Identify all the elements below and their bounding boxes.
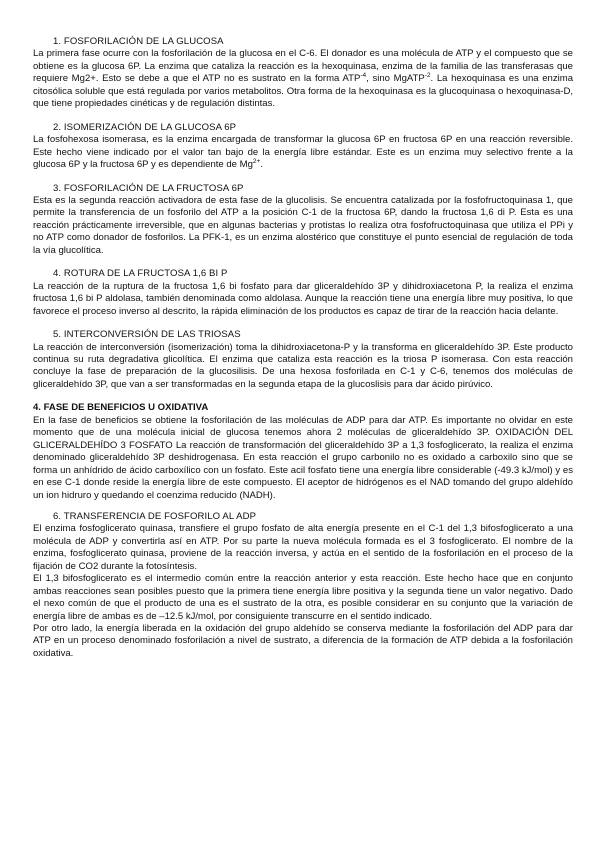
section-triose-interconversion [33, 329, 573, 391]
section-body: En la fase de beneficios se obtiene la fosforilación de las moléculas de ADP para dar ATP. Es importante no olvidar en este momento que de una molécula inicial de glucosa tenemos ahora 2 moléculas de gliceraldehído 3P. OXIDACIÓN DEL GLICERALDEHÍDO 3 FOSFATO La reacción de transformación del gliceraldehído 3P a 1,3 fosfoglicerato, la realiza el enzima denominado gliceraldehído 3P deshidrogenasa. En esta reacción el grupo carbonilo no es oxidado a carboxilo sino que se forma un anhídrido de ácido carboxílico con un fosfato. Este acil fosfato tiene una energía libre considerable (-49.3 kJ/mol) y es en ese C-1 donde reside la energía libre de este compuesto. El aceptor de hidrógenos es el NAD tomando del grupo aldehído un ion hidruro y quedando el coenzima reducido (NADH). [33, 414, 573, 501]
section-body: Esta es la segunda reacción activadora de esta fase de la glucolisis. Se encuentra catalizada por la fosfofructoquinasa 1, que permite la transferencia de un fosforilo del ATP a la posición C-1 de la fructosa 6P, dando la fructosa 1,6 di P. Esta es una reacción prácticamente irreversible, que en algunas bacterias y protistas lo realiza otra fosfofructoquinasa que utiliza el PPi y no ATP como donador de fosforilos. La PFK-1, es un enzima alostérico que constituye el punto esencial de regulación de toda la vía glucolítica. [33, 194, 573, 256]
section-oxidative-phase [33, 402, 573, 502]
section-heading: 2. ISOMERIZACIÓN DE LA GLUCOSA 6P [53, 121, 237, 133]
section-heading: 3. FOSFORILACIÓN DE LA FRUCTOSA 6P [53, 182, 244, 194]
section-glucose-phosphorylation [33, 36, 573, 111]
section-body: La primera fase ocurre con la fosforilación de la glucosa en el C-6. El donador es una molécula de ATP y el compuesto que se obtiene es la glucosa 6P. La enzima que cataliza la reacción es la hexoquinasa, enzima de la familia de las transferasas que requiere Mg2+. Esto se debe a que el ATP no es sustrato en la forma $ATP^{-4}$, sino MgATP$^{-2}$. La hexoquinasa es una enzima citosólica soluble que está regulada por varios metabolitos. Otra forma de la hexoquinasa es la glucoquinasa o hexoquinasa-D, que tiene propiedades cinéticas y de regulación distintas. [33, 48, 574, 110]
section-body: La reacción de la ruptura de la fructosa 1,6 bi fosfato para dar gliceraldehído 3P y dihidroxiacetona P, la realiza el enzima fructosa 1,6 bi P aldolasa, también denominada como aldolasa. Aunque la reacción tiene una energía libre muy positiva, lo que favorece el proceso inverso al descrito, la rápida eliminación de los productos es capaz de tirar de la reacción hacia delante. [33, 280, 573, 317]
section-body: La reacción de interconversión (isomerización) toma la dihidroxiacetona-P y la transforma en gliceraldehído 3P. Este producto continua su ruta degradativa glicolítica. El enzima que cataliza esta reacción es la triosa P isomerasa. Con esta reacción concluye la fase de preparación de la glucosilisis. De una hexosa fosforilada en C-1 y C-6, tenemos dos moléculas de gliceraldehído 3P, que van a ser transformadas en la segunda etapa de la glucoslisis para dar ácido pirúvico. [33, 341, 573, 390]
document-page [33, 36, 573, 660]
section-body: La fosfohexosa isomerasa, es la enzima encargada de transformar la glucosa 6P en fructosa 6P en una reacción reversible. Este hecho viene indicado por el valor tan bajo de la energía libre estándar. Este es un enzima muy selectivo frente a la glucosa 6P y la fructosa 6P y es dependiente de $Mg^{2+}$. [33, 134, 573, 171]
section-heading: 5. INTERCONVERSIÓN DE LAS TRIOSAS [53, 329, 241, 341]
section-phosphoryl-transfer [33, 511, 573, 660]
section-fructose-cleavage [33, 268, 573, 318]
section-glucose-isomerization [33, 122, 573, 172]
section-paragraph: El enzima fosfoglicerato quinasa, transfiere el grupo fosfato de alta energía presente en el C-1 del 1,3 bifosfoglicerato a una molécula de ADP y convertirla así en ATP. Por su parte la nueva molécula formada es el 3 fosfoglicerato. El nombre de la enzima, fosfoglicerato quinasa, proviene de la reacción inversa, y actúa en el sentido de la fosforilación en el proceso de la fijación de CO2 durante la fotosíntesis. [33, 523, 573, 572]
section-paragraph: Por otro lado, la energía liberada en la oxidación del grupo aldehído se conserva mediante la fosforilación del ADP para dar ATP en un proceso denominado fosforilación a nivel de sustrato, a diferencia de la formación de ATP debida a la fosforilación oxidativa. [33, 623, 573, 659]
section-heading: 4. FASE DE BENEFICIOS U OXIDATIVA [33, 402, 209, 414]
section-paragraph: El 1,3 bifosfoglicerato es el intermedio común entre la reacción anterior y esta reacción. Este hecho hace que en conjunto ambas reacciones sean posibles puesto que la primera tiene energía libre positiva y la segunda tiene un valor negativo. Dado el nexo común de que el producto de una es el sustrato de la otra, es posible considerar en su conjunto que la variación de energía libre de ambas es de –12.5 kJ/mol, por consiguiente transcurre en el sentido indicado. [33, 573, 573, 622]
section-fructose-phosphorylation [33, 183, 573, 258]
section-heading: 1. FOSFORILACIÓN DE LA GLUCOSA [53, 36, 224, 47]
section-heading: 6. TRANSFERENCIA DE FOSFORILO AL ADP [53, 510, 257, 522]
section-heading: 4. ROTURA DE LA FRUCTOSA 1,6 BI P [53, 268, 228, 280]
